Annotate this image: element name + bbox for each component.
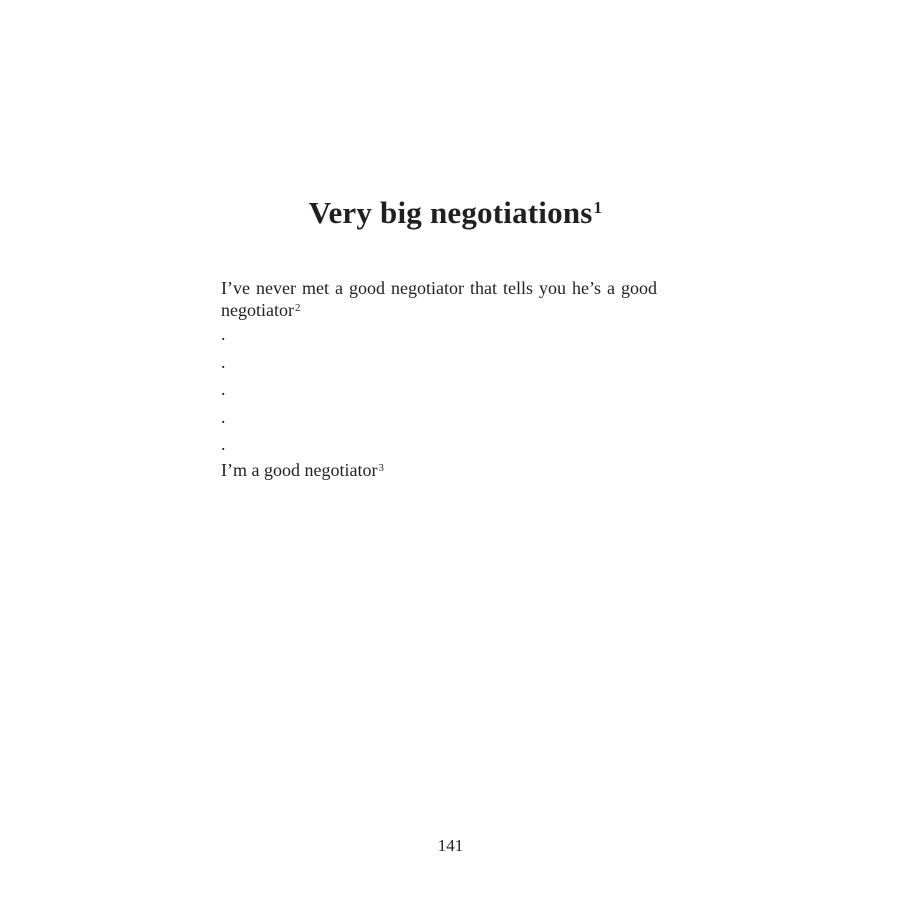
footnote-marker-2: 2 xyxy=(294,302,301,315)
page-number: 141 xyxy=(437,836,464,855)
dot-line: . xyxy=(221,434,226,454)
poem-body xyxy=(221,277,657,481)
closing-paragraph xyxy=(221,459,657,481)
opening-paragraph-text: I’ve never met a good negotiator that tells you he’s a good negotiator xyxy=(221,278,657,320)
dot-line: . xyxy=(221,324,226,344)
closing-paragraph-text: I’m a good negotiator xyxy=(221,459,378,480)
ellipsis-dots xyxy=(221,321,657,459)
dot-line: . xyxy=(221,379,226,399)
chapter-title xyxy=(10,195,901,231)
dot-line: . xyxy=(221,406,226,427)
chapter-title-text: Very big negotiations xyxy=(308,195,593,230)
opening-paragraph xyxy=(221,277,657,321)
footnote-marker-1: 1 xyxy=(593,198,603,218)
footnote-marker-3: 3 xyxy=(378,461,384,474)
dot-line: . xyxy=(221,351,226,372)
